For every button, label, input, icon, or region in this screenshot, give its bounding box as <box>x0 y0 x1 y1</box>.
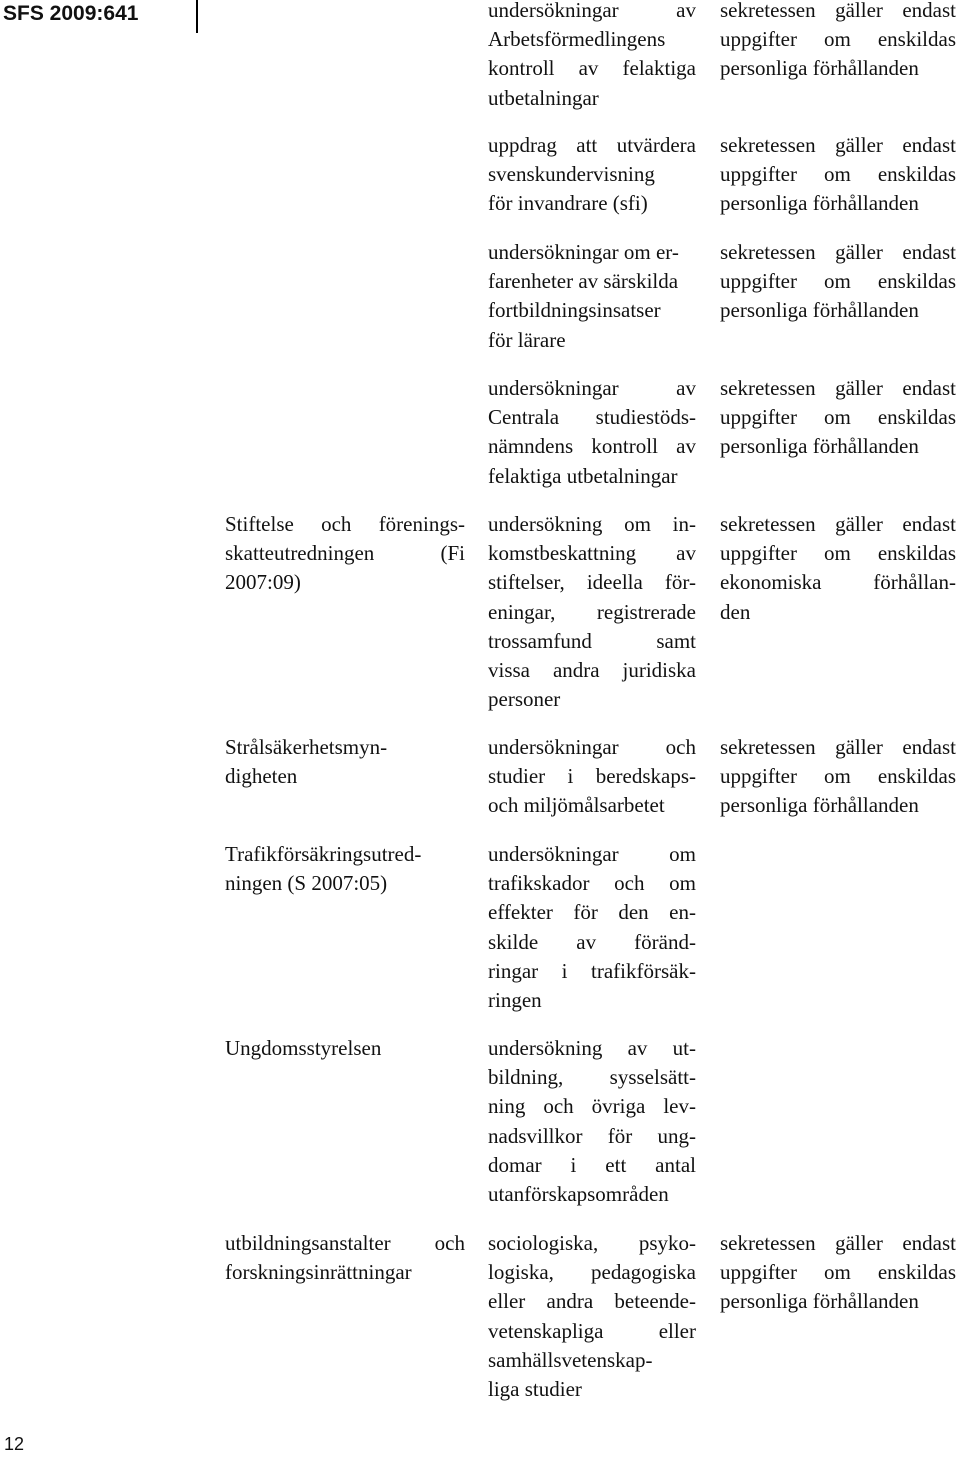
text-line: skatteutredningen (Fi <box>225 541 465 566</box>
row-6-body <box>225 733 465 791</box>
text-line: undersökningar av <box>488 376 696 400</box>
row-5-body <box>225 510 465 598</box>
text-line: ringar i trafikförsäk- <box>488 958 696 983</box>
row-8-purpose <box>488 1034 696 1209</box>
text-line: uppgifter om enskildas <box>720 27 956 52</box>
text-line: personliga förhållanden <box>720 1289 919 1314</box>
text-line: personliga förhållanden <box>720 56 919 81</box>
page-number: 12 <box>4 1434 25 1454</box>
text-line: utanförskapsområden <box>488 1182 669 1207</box>
text-line: undersökningar av <box>488 0 696 22</box>
text-line: komstbeskattning av <box>488 541 696 566</box>
text-line: eningar, registrerade <box>488 599 696 624</box>
row-7-purpose <box>488 840 696 1015</box>
text-line: undersökningar om <box>488 842 696 866</box>
text-line: uppgifter om enskildas <box>720 405 956 430</box>
row-5-secrecy <box>720 510 956 627</box>
row-1-purpose <box>488 0 696 113</box>
text-line: kontroll av felaktiga <box>488 56 696 81</box>
text-line: sekretessen gäller endast <box>720 512 956 536</box>
text-line: undersökningar om er- <box>488 240 679 264</box>
row-7-body <box>225 840 465 898</box>
text-line: eller andra beteende- <box>488 1289 696 1314</box>
row-8-body <box>225 1034 465 1063</box>
row-9-body <box>225 1229 465 1287</box>
text-line: farenheter av särskilda <box>488 269 679 294</box>
text-line: uppdrag att utvärdera <box>488 133 696 157</box>
text-line: vissa andra juridiska <box>488 658 696 683</box>
text-line: forskningsinrättningar <box>225 1260 412 1285</box>
text-line: uppgifter om enskildas <box>720 1260 956 1285</box>
text-line: Centrala studiestöds- <box>488 405 696 430</box>
text-line: sekretessen gäller endast <box>720 133 956 157</box>
text-line: uppgifter om enskildas <box>720 162 956 187</box>
text-line: Stiftelse och förenings- <box>225 512 465 536</box>
text-line: logiska, pedagogiska <box>488 1260 696 1285</box>
text-line: svenskundervisning <box>488 162 655 187</box>
text-line: trossamfund samt <box>488 628 696 653</box>
text-line: utbildningsanstalter och <box>225 1231 465 1255</box>
row-3-purpose <box>488 238 696 355</box>
text-line: digheten <box>225 764 298 789</box>
text-line: personer <box>488 687 561 712</box>
row-9-purpose <box>488 1229 696 1404</box>
text-line: ningen (S 2007:05) <box>225 871 388 896</box>
text-line: undersökningar och <box>488 735 696 759</box>
text-line: Trafikförsäkringsutred- <box>225 842 422 866</box>
text-line: domar i ett antal <box>488 1152 696 1177</box>
text-line: för invandrare (sfi) <box>488 191 648 216</box>
text-line: Ungdomsstyrelsen <box>225 1036 382 1060</box>
row-6-purpose <box>488 733 696 821</box>
text-line: trafikskador och om <box>488 871 696 896</box>
text-line: undersökning om in- <box>488 512 696 536</box>
text-line: studier i beredskaps- <box>488 764 696 789</box>
text-line: uppgifter om enskildas <box>720 541 956 566</box>
text-line: personliga förhållanden <box>720 191 919 216</box>
text-line: sekretessen gäller endast <box>720 0 956 22</box>
text-line: felaktiga utbetalningar <box>488 463 678 488</box>
text-line: bildning, sysselsätt- <box>488 1065 696 1090</box>
row-2-secrecy <box>720 131 956 219</box>
row-5-purpose <box>488 510 696 714</box>
text-line: personliga förhållanden <box>720 298 919 323</box>
text-line: ringen <box>488 988 542 1013</box>
text-line: uppgifter om enskildas <box>720 269 956 294</box>
text-line: undersökning av ut- <box>488 1036 696 1060</box>
text-line: vetenskapliga eller <box>488 1318 696 1343</box>
text-line: och miljömålsarbetet <box>488 793 665 818</box>
text-line: personliga förhållanden <box>720 434 919 459</box>
text-line: liga studier <box>488 1377 582 1402</box>
text-line: sekretessen gäller endast <box>720 376 956 400</box>
row-2-purpose <box>488 131 696 219</box>
row-3-secrecy <box>720 238 956 326</box>
text-line: nadsvillkor för ung- <box>488 1123 696 1148</box>
text-line: 2007:09) <box>225 570 301 595</box>
row-6-secrecy <box>720 733 956 821</box>
text-line: sekretessen gäller endast <box>720 735 956 759</box>
text-line: utbetalningar <box>488 85 599 110</box>
text-line: ekonomiska förhållan- <box>720 570 956 595</box>
text-line: effekter för den en- <box>488 900 696 925</box>
row-4-secrecy <box>720 374 956 462</box>
text-line: Strålsäkerhetsmyn- <box>225 735 388 759</box>
text-line: skilde av föränd- <box>488 929 696 954</box>
text-line: Arbetsförmedlingens <box>488 27 666 52</box>
text-line: sekretessen gäller endast <box>720 240 956 264</box>
text-line: samhällsvetenskap- <box>488 1347 653 1372</box>
text-line: nämndens kontroll av <box>488 434 696 459</box>
document-reference: SFS 2009:641 <box>3 2 139 25</box>
row-4-purpose <box>488 374 696 491</box>
text-line: sociologiska, psyko- <box>488 1231 696 1255</box>
text-line: personliga förhållanden <box>720 793 919 818</box>
text-line: stiftelser, ideella för- <box>488 570 696 595</box>
text-line: sekretessen gäller endast <box>720 1231 956 1255</box>
text-line: ning och övriga lev- <box>488 1094 696 1119</box>
page-header <box>0 0 198 33</box>
text-line: för lärare <box>488 327 566 352</box>
row-9-secrecy <box>720 1229 956 1317</box>
text-line: uppgifter om enskildas <box>720 764 956 789</box>
text-line: fortbildningsinsatser <box>488 298 661 323</box>
row-1-secrecy <box>720 0 956 84</box>
text-line: den <box>720 599 751 624</box>
